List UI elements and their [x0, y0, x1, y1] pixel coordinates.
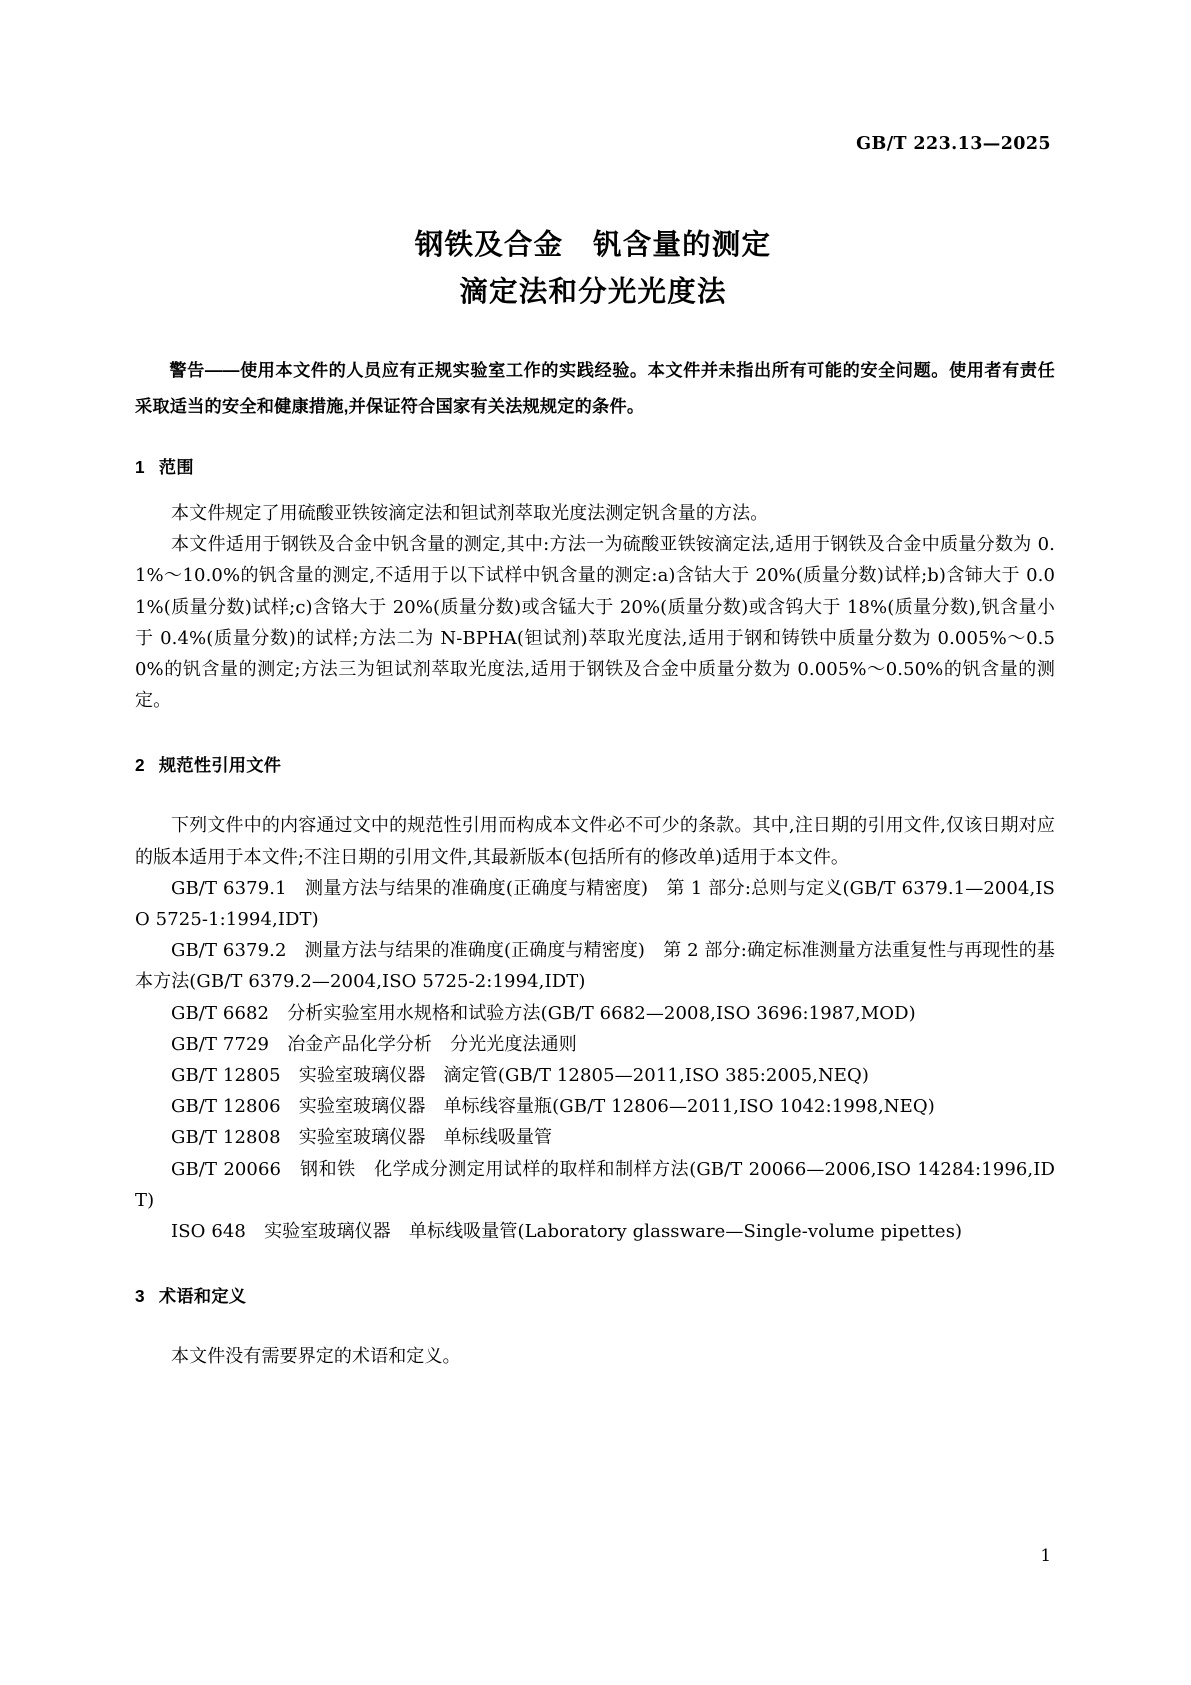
clause-scope [135, 452, 1055, 716]
clause-terms-and-definitions [135, 1281, 1055, 1372]
reference-item: GB/T 6379.2 测量方法与结果的准确度(正确度与精密度) 第 2 部分:确定标准测量方法重复性与再现性的基本方法(GB/T 6379.2—2004,ISO 5725-2:1994,IDT) [135, 940, 1055, 993]
page-number: 1 [1040, 1546, 1051, 1565]
clause-1-heading [135, 452, 1055, 482]
clause-2-heading [135, 750, 1055, 780]
clause-2-paragraph-1: 下列文件中的内容通过文中的规范性引用而构成本文件必不可少的条款。其中,注日期的引用文件,仅该日期对应的版本适用于本文件;不注日期的引用文件,其最新版本(包括所有的修改单)适用于本文件。 [135, 815, 1055, 868]
reference-item: GB/T 6379.1 测量方法与结果的准确度(正确度与精密度) 第 1 部分:总则与定义(GB/T 6379.1—2004,ISO 5725-1:1994,IDT) [135, 877, 1055, 931]
clause-3-heading [135, 1281, 1055, 1311]
document-body [135, 352, 1055, 1372]
clause-2-title: 规范性引用文件 [158, 755, 282, 776]
clause-normative-references [135, 750, 1055, 1247]
spacer [135, 716, 1055, 750]
spacer [135, 1327, 1055, 1341]
reference-item: GB/T 12806 实验室玻璃仪器 单标线容量瓶(GB/T 12806—2011,ISO 1042:1998,NEQ) [171, 1096, 935, 1118]
reference-item: GB/T 6682 分析实验室用水规格和试验方法(GB/T 6682—2008,ISO 3696:1987,MOD) [171, 1002, 916, 1024]
title-line-secondary: 滴定法和分光光度法 [459, 276, 727, 308]
document-title [135, 222, 1051, 316]
page-header [135, 128, 1051, 154]
reference-item: GB/T 20066 钢和铁 化学成分测定用试样的取样和制样方法(GB/T 20066—2006,ISO 14284:1996,IDT) [135, 1158, 1055, 1211]
spacer [135, 1247, 1055, 1281]
reference-item: GB/T 12808 实验室玻璃仪器 单标线吸量管 [171, 1127, 553, 1149]
reference-item: GB/T 12805 实验室玻璃仪器 滴定管(GB/T 12805—2011,ISO 385:2005,NEQ) [171, 1065, 870, 1087]
clause-3-paragraph-1: 本文件没有需要界定的术语和定义。 [171, 1346, 461, 1368]
clause-3-title: 术语和定义 [158, 1286, 247, 1307]
title-line-primary: 钢铁及合金 钒含量的测定 [414, 229, 772, 261]
clause-1-paragraph-2: 本文件适用于钢铁及合金中钒含量的测定,其中:方法一为硫酸亚铁铵滴定法,适用于钢铁及合金中质量分数为 0.1%～10.0%的钒含量的测定,不适用于以下试样中钒含量的测定:a)含钴大于 20%(质量分数)试样;b)含铈大于 0.01%(质量分数)试样;c)含铬大于 20%(质量分数)或含锰大于 20%(质量分数)或含钨大于 18%(质量分数),钒含量小于 0.4%(质量分数)的试样;方法二为 N-BPHA(钽试剂)萃取光度法,适用于钢和铸铁中质量分数为 0.005%～0.50%的钒含量的测定;方法三为钽试剂萃取光度法,适用于钢铁及合金中质量分数为 0.005%～0.50%的钒含量的测定。 [135, 534, 1055, 712]
standard-code: GB/T 223.13—2025 [856, 134, 1051, 154]
clause-1-number: 1 [135, 457, 145, 477]
warning-statement: 警告——使用本文件的人员应有正规实验室工作的实践经验。本文件并未指出所有可能的安全问题。使用者有责任采取适当的安全和健康措施,并保证符合国家有关法规规定的条件。 [135, 360, 1055, 416]
clause-1-paragraph-1: 本文件规定了用硫酸亚铁铵滴定法和钽试剂萃取光度法测定钒含量的方法。 [171, 503, 769, 524]
reference-item: GB/T 7729 冶金产品化学分析 分光光度法通则 [171, 1033, 577, 1055]
page-footer [135, 1546, 1051, 1565]
spacer [135, 796, 1055, 810]
clause-1-title: 范围 [158, 457, 194, 477]
clause-3-number: 3 [135, 1286, 145, 1307]
clause-2-number: 2 [135, 755, 145, 776]
reference-item: ISO 648 实验室玻璃仪器 单标线吸量管(Laboratory glassware—Single-volume pipettes) [171, 1221, 963, 1243]
